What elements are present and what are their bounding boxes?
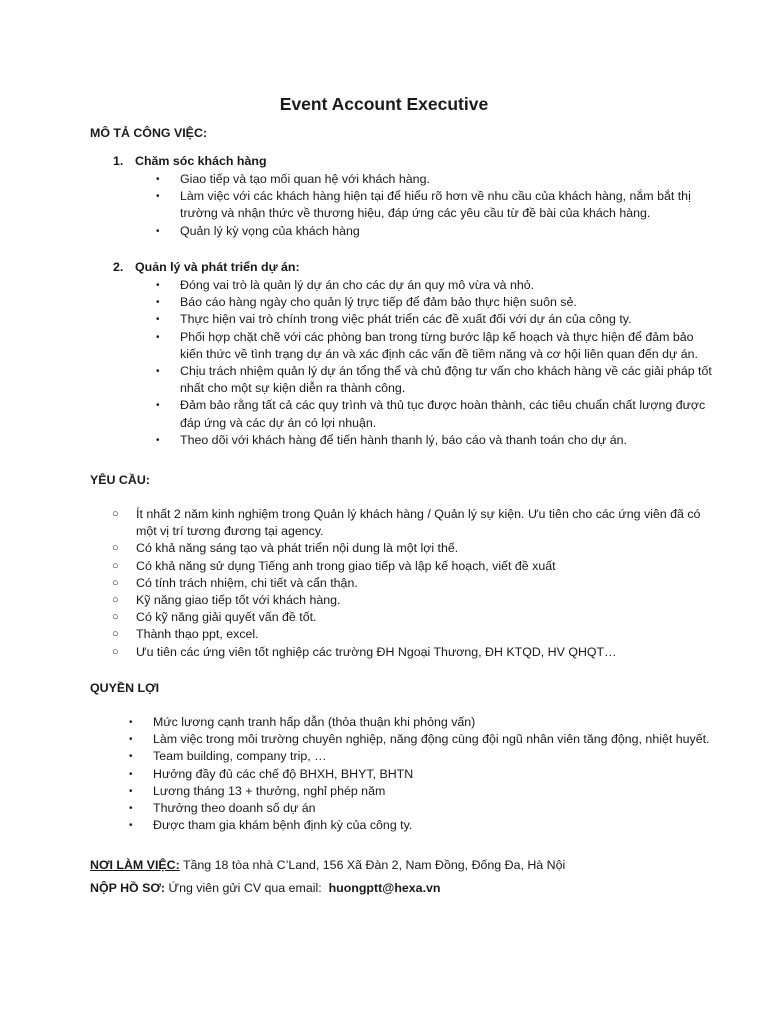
- bullet-icon: •: [156, 225, 160, 237]
- section-number: 1.: [113, 154, 124, 168]
- workplace-address: Tầng 18 tòa nhà C’Land, 156 Xã Đàn 2, Nam Đồng, Đống Đa, Hà Nội: [179, 858, 566, 872]
- bullet-icon: •: [129, 768, 133, 780]
- bullet-icon: •: [156, 366, 160, 378]
- list-item: • Mức lương cạnh tranh hấp dẫn (thỏa thuận khi phỏng vấn): [129, 714, 729, 731]
- customer-care-list: [156, 171, 716, 240]
- apply-label: NỘP HỒ SƠ:: [90, 881, 166, 895]
- list-item: ○ Có khả năng sử dụng Tiếng anh trong giao tiếp và lập kế hoạch, viết đề xuất: [112, 558, 718, 575]
- bullet-icon: •: [156, 280, 160, 291]
- bullet-icon: •: [129, 803, 133, 815]
- apply-line: [90, 880, 730, 897]
- list-item: • Team building, company trip, …: [129, 748, 729, 765]
- bullet-icon: •: [129, 717, 133, 728]
- list-item: • Quản lý kỳ vọng của khách hàng: [156, 223, 716, 240]
- circle-bullet-icon: ○: [112, 645, 119, 658]
- list-item: • Làm việc trong môi trường chuyên nghiệp, năng động cùng đội ngũ nhân viên tăng động, nhiệt huyết.: [129, 731, 729, 748]
- bullet-icon: •: [156, 174, 160, 185]
- circle-bullet-icon: ○: [112, 508, 119, 520]
- list-item: • Hưởng đầy đủ các chế độ BHXH, BHYT, BHTN: [129, 766, 729, 783]
- bullet-icon: •: [156, 314, 160, 326]
- list-item: ○ Ưu tiên các ứng viên tốt nghiệp các trường ĐH Ngoại Thương, ĐH KTQD, HV QHQT…: [112, 644, 718, 661]
- section-title: Chăm sóc khách hàng: [135, 154, 267, 168]
- requirements-list: [112, 506, 718, 661]
- bullet-icon: •: [156, 297, 160, 309]
- page-title: Event Account Executive: [279, 94, 489, 114]
- list-item: • Đóng vai trò là quản lý dự án cho các dự án quy mô vừa và nhỏ.: [156, 277, 716, 294]
- apply-text: Ứng viên gửi CV qua email:: [165, 881, 329, 895]
- workplace-label: NƠI LÀM VIỆC:: [90, 858, 180, 872]
- list-item: • Làm việc với các khách hàng hiện tại để hiểu rõ hơn về nhu cầu của khách hàng, nắm bắt thị trường và nhận thức về thương hiệu, đáp ứng các yêu cầu từ đề bài của khách hàng.: [156, 189, 691, 221]
- workplace-line: [90, 857, 730, 874]
- list-item: ○ Kỹ năng giao tiếp tốt với khách hàng.: [112, 592, 718, 609]
- circle-bullet-icon: ○: [112, 594, 119, 607]
- list-item: • Theo dõi với khách hàng để tiến hành thanh lý, báo cáo và thanh toán cho dự án.: [156, 432, 716, 449]
- bullet-icon: •: [129, 820, 133, 832]
- section-title: Quản lý và phát triển dự án:: [135, 260, 300, 274]
- circle-bullet-icon: ○: [112, 576, 119, 589]
- list-item: • Giao tiếp và tạo mối quan hệ với khách hàng.: [156, 171, 716, 188]
- apply-email-link[interactable]: huongptt@hexa.vn: [328, 881, 441, 895]
- project-management-list: [156, 277, 716, 449]
- bullet-icon: •: [156, 400, 160, 412]
- bullet-icon: •: [129, 785, 133, 797]
- list-item: • Chịu trách nhiệm quản lý dự án tổng thể và chủ động tư vấn cho khách hàng về các giải pháp tốt nhất cho một sự kiện diễn ra thành công.: [156, 364, 712, 396]
- list-item: ○ Có tính trách nhiệm, chi tiết và cẩn thận.: [112, 575, 718, 592]
- bullet-icon: •: [156, 331, 160, 343]
- benefits-heading: QUYỀN LỢI: [90, 681, 160, 695]
- benefits-list: [129, 714, 729, 834]
- list-item: • Phối hợp chặt chẽ với các phòng ban trong từng bước lập kế hoạch và thực hiện để đảm bảo kiến thức về tình trạng dự án và xác định các vấn đề tiềm năng và cơ hội liên quan đến dự án.: [156, 329, 698, 361]
- bullet-icon: •: [156, 191, 160, 203]
- section-number: 2.: [113, 260, 124, 274]
- bullet-icon: •: [129, 751, 133, 763]
- list-item: • Đảm bảo rằng tất cả các quy trình và thủ tục được hoàn thành, các tiêu chuẩn chất lượng được đáp ứng và các dự án có lợi nhuận.: [156, 398, 706, 430]
- list-item: ○ Thành thạo ppt, excel.: [112, 626, 718, 643]
- list-item: ○ Có khả năng sáng tạo và phát triển nội dung là một lợi thế.: [112, 540, 718, 557]
- list-item: • Lương tháng 13 + thưởng, nghỉ phép năm: [129, 783, 729, 800]
- section-project-management-title: [113, 259, 300, 276]
- bullet-icon: •: [156, 434, 160, 446]
- list-item: • Báo cáo hàng ngày cho quản lý trực tiếp để đảm bảo thực hiện suôn sẻ.: [156, 294, 716, 311]
- circle-bullet-icon: ○: [112, 611, 119, 624]
- circle-bullet-icon: ○: [112, 559, 119, 572]
- list-item: ○ Ít nhất 2 năm kinh nghiệm trong Quản lý khách hàng / Quản lý sự kiện. Ưu tiên cho các ứng viên đã có một vị trí tương đương tại agency.: [112, 507, 701, 539]
- circle-bullet-icon: ○: [112, 542, 119, 555]
- circle-bullet-icon: ○: [112, 628, 119, 641]
- job-description-heading: MÔ TẢ CÔNG VIỆC:: [90, 126, 208, 140]
- list-item: ○ Có kỹ năng giải quyết vấn đề tốt.: [112, 609, 718, 626]
- list-item: • Thực hiện vai trò chính trong việc phát triển các đề xuất đối với dự án của công ty.: [156, 311, 716, 328]
- list-item: • Thưởng theo doanh số dự án: [129, 800, 729, 817]
- list-item: • Được tham gia khám bệnh định kỳ của công ty.: [129, 817, 729, 834]
- bullet-icon: •: [129, 734, 133, 746]
- section-customer-care-title: [113, 153, 267, 170]
- requirements-heading: YÊU CẦU:: [90, 473, 150, 487]
